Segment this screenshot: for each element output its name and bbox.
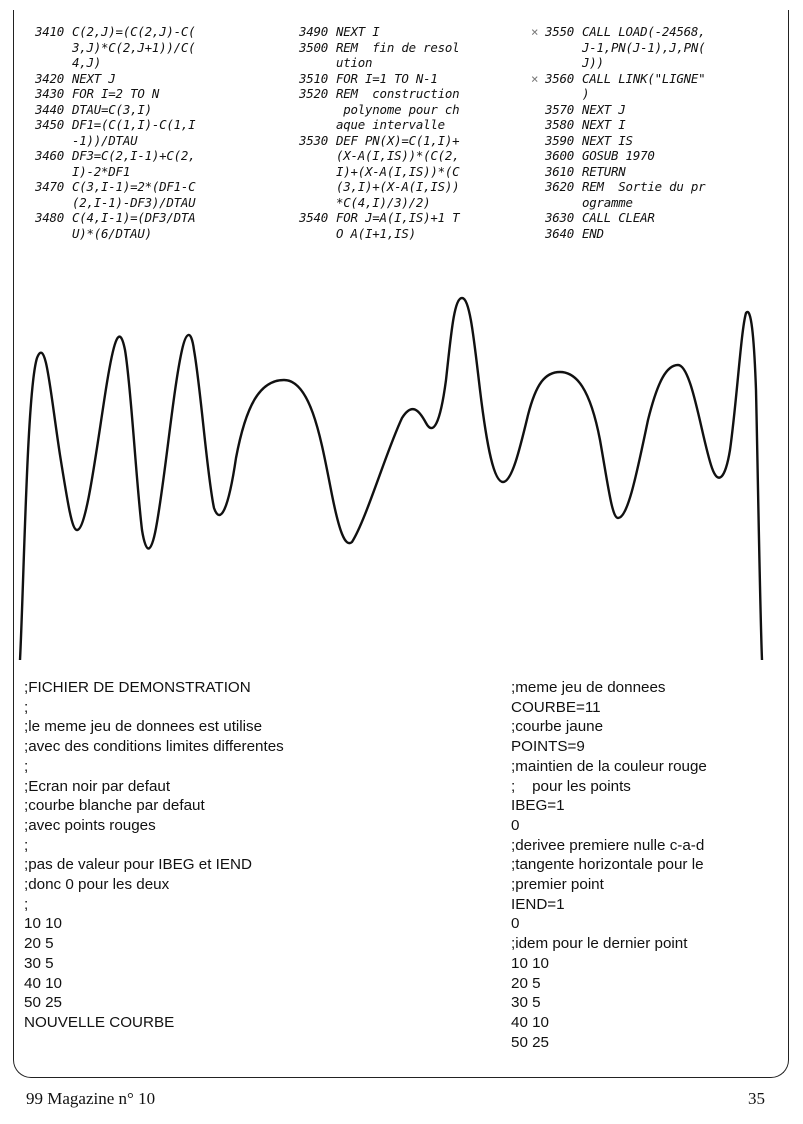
handwritten-check-mark: ×	[530, 70, 539, 86]
line-number	[284, 55, 328, 71]
listing-line: IEND=1	[511, 895, 565, 913]
listing-line: ;le meme jeu de donnees est utilise	[24, 718, 263, 736]
line-number: 3580	[544, 117, 574, 132]
code-line-continuation	[284, 55, 459, 71]
code-line-continuation	[20, 40, 195, 56]
code-line	[530, 24, 705, 40]
listing-line: 20 5	[24, 935, 54, 953]
line-number	[284, 226, 328, 242]
code-statement: J))	[582, 55, 604, 70]
listing-line: COURBE=11	[511, 698, 601, 716]
line-number	[530, 40, 574, 56]
line-number	[20, 195, 64, 211]
code-line	[530, 133, 705, 149]
line-number	[530, 55, 574, 71]
listing-line: 50 25	[511, 1033, 550, 1051]
line-number: 3480	[34, 210, 64, 225]
listing-line: ;premier point	[511, 876, 604, 894]
listing-line: 30 5	[24, 954, 54, 972]
listing-line: 20 5	[511, 974, 541, 992]
code-line	[530, 179, 705, 195]
code-statement: 4,J)	[72, 55, 102, 70]
listing-line: ;courbe jaune	[511, 718, 604, 736]
data-listing-right	[511, 678, 707, 1052]
code-line	[20, 148, 195, 164]
listing-line: ;	[24, 698, 29, 716]
line-number: 3610	[544, 163, 574, 179]
code-line	[20, 86, 195, 102]
code-line	[20, 71, 195, 87]
listing-line: ;idem pour le dernier point	[511, 935, 688, 953]
listing-line: 10 10	[24, 915, 63, 933]
listing-line: ;	[24, 757, 29, 775]
code-line	[20, 179, 195, 195]
listing-line: 10 10	[511, 954, 550, 972]
code-line	[530, 117, 705, 133]
line-number: 3530	[298, 132, 328, 148]
line-number	[530, 86, 574, 102]
line-number	[284, 195, 328, 211]
code-line	[20, 24, 195, 40]
listing-line: 40 10	[511, 1013, 550, 1031]
code-statement: CALL LOAD(-24568,	[582, 24, 706, 39]
code-statement: NEXT I	[336, 24, 380, 39]
line-number: 3420	[34, 70, 64, 86]
line-number	[530, 71, 574, 87]
listing-line: IBEG=1	[511, 797, 565, 815]
code-statement: I)-2*DF1	[72, 163, 131, 179]
listing-line: ;pas de valeur pour IBEG et IEND	[24, 856, 252, 874]
line-number-text: 3550	[544, 24, 574, 39]
line-number: 3640	[544, 225, 574, 241]
code-line	[284, 86, 459, 102]
line-number: 3620	[544, 179, 574, 194]
code-line	[284, 40, 459, 56]
code-line-continuation	[20, 133, 195, 149]
code-statement: END	[582, 225, 604, 241]
line-number	[530, 195, 574, 211]
spline-curve	[20, 298, 762, 660]
line-number: 3590	[544, 132, 574, 148]
listing-line: NOUVELLE COURBE	[24, 1013, 175, 1031]
code-statement: DF3=C(2,I-1)+C(2,	[72, 148, 196, 163]
listing-line: 40 10	[24, 974, 63, 992]
line-number: 3630	[544, 210, 574, 225]
code-line-continuation	[284, 102, 459, 118]
line-number	[20, 133, 64, 149]
code-line	[20, 210, 195, 226]
code-line	[284, 210, 459, 226]
code-line-continuation	[530, 195, 705, 211]
line-number: 3460	[34, 148, 64, 163]
code-statement: GOSUB 1970	[582, 148, 655, 163]
code-statement: NEXT J	[72, 70, 116, 86]
line-number	[20, 40, 64, 56]
code-statement: 3,J)*C(2,J+1))/C(	[72, 39, 196, 55]
line-number	[284, 179, 328, 195]
code-line	[284, 24, 459, 40]
code-statement: NEXT J	[582, 101, 626, 117]
line-number: 3470	[34, 179, 64, 194]
code-statement: ution	[336, 55, 373, 70]
code-line	[530, 226, 705, 242]
line-number: 3520	[298, 86, 328, 101]
code-line-continuation	[284, 148, 459, 164]
code-line	[284, 71, 459, 87]
line-number: 3540	[298, 210, 328, 225]
footer-magazine-title: 99 Magazine n° 10	[26, 1089, 156, 1108]
code-statement: (X-A(I,IS))*(C(2,	[336, 148, 460, 163]
basic-code-column-1	[20, 24, 195, 241]
line-number: 3490	[298, 24, 328, 39]
code-statement: RETURN	[582, 163, 626, 179]
listing-line: 30 5	[511, 994, 541, 1012]
line-number	[20, 164, 64, 180]
code-statement: FOR J=A(I,IS)+1 T	[336, 210, 460, 225]
code-statement: U)*(6/DTAU)	[72, 225, 152, 241]
line-number-text: 3560	[544, 70, 574, 86]
code-statement: FOR I=1 TO N-1	[336, 70, 438, 86]
code-statement: FOR I=2 TO N	[72, 86, 160, 101]
listing-line: POINTS=9	[511, 738, 585, 756]
listing-line: ;	[24, 895, 29, 913]
line-number	[20, 226, 64, 242]
listing-line: ;avec points rouges	[24, 816, 156, 834]
listing-line: ;avec des conditions limites differentes	[24, 738, 284, 756]
code-statement: C(2,J)=(C(2,J)-C(	[72, 24, 196, 39]
code-line	[20, 102, 195, 118]
line-number	[530, 24, 574, 40]
code-statement: *C(4,I)/3)/2)	[336, 194, 431, 210]
code-statement: polynome pour ch	[336, 101, 460, 117]
code-line-continuation	[284, 117, 459, 133]
code-statement: C(3,I-1)=2*(DF1-C	[72, 179, 196, 194]
line-number	[284, 164, 328, 180]
code-line	[530, 210, 705, 226]
line-number	[284, 148, 328, 164]
listing-line: ;donc 0 pour les deux	[24, 876, 170, 894]
line-number: 3570	[544, 101, 574, 117]
code-line	[530, 148, 705, 164]
code-statement: (3,I)+(X-A(I,IS))	[336, 179, 460, 194]
line-number: 3440	[34, 101, 64, 117]
code-statement: -1))/DTAU	[72, 132, 138, 148]
code-line-continuation	[530, 86, 705, 102]
code-line	[530, 164, 705, 180]
code-statement: DF1=(C(1,I)-C(1,I	[72, 117, 196, 132]
code-statement: C(4,I-1)=(DF3/DTA	[72, 210, 196, 225]
code-line-continuation	[284, 226, 459, 242]
line-number	[284, 117, 328, 133]
line-number: 3510	[298, 70, 328, 86]
code-statement: REM Sortie du pr	[582, 179, 706, 194]
code-line-continuation	[284, 179, 459, 195]
code-statement: ogramme	[582, 194, 633, 210]
line-number: 3430	[34, 86, 64, 101]
code-statement: CALL CLEAR	[582, 210, 655, 225]
listing-line: ;FICHIER DE DEMONSTRATION	[24, 679, 251, 696]
code-line-continuation	[530, 55, 705, 71]
listing-line: 50 25	[24, 994, 63, 1012]
code-statement: (2,I-1)-DF3)/DTAU	[72, 194, 196, 210]
code-statement: I)+(X-A(I,IS))*(C	[336, 163, 460, 179]
basic-code-column-2	[284, 24, 459, 241]
line-number: 3450	[34, 117, 64, 132]
code-line-continuation	[20, 226, 195, 242]
basic-code-column-3	[530, 24, 705, 241]
listing-line: 0	[511, 915, 520, 933]
spline-curve-figure	[0, 280, 803, 660]
code-line	[20, 117, 195, 133]
listing-line: ;courbe blanche par defaut	[24, 797, 205, 815]
listing-line: ; pour les points	[511, 777, 631, 795]
data-listing-left	[24, 678, 284, 1033]
code-line-continuation	[284, 195, 459, 211]
code-statement: REM construction	[336, 86, 460, 101]
listing-line: ;tangente horizontale pour le	[511, 856, 704, 874]
code-statement: aque intervalle	[336, 117, 445, 132]
code-statement: O A(I+1,IS)	[336, 225, 416, 241]
line-number: 3500	[298, 39, 328, 55]
code-line	[530, 71, 705, 87]
code-statement: REM fin de resol	[336, 39, 460, 55]
footer-page-number: 35	[748, 1089, 765, 1108]
listing-line: ;maintien de la couleur rouge	[511, 757, 707, 775]
line-number	[20, 55, 64, 71]
code-line-continuation	[20, 195, 195, 211]
code-line-continuation	[20, 164, 195, 180]
code-statement: CALL LINK("LIGNE"	[582, 70, 706, 86]
listing-line: ;	[24, 836, 29, 854]
code-line-continuation	[530, 40, 705, 56]
line-number: 3410	[34, 24, 64, 39]
code-line	[530, 102, 705, 118]
code-statement: DTAU=C(3,I)	[72, 101, 152, 117]
listing-line: ;Ecran noir par defaut	[24, 777, 171, 795]
line-number: 3600	[544, 148, 574, 163]
code-line-continuation	[284, 164, 459, 180]
code-statement: NEXT IS	[582, 132, 633, 148]
code-statement: NEXT I	[582, 117, 626, 132]
handwritten-check-mark: ×	[530, 24, 539, 39]
code-statement: )	[582, 86, 590, 101]
code-statement: J-1,PN(J-1),J,PN(	[582, 39, 706, 55]
listing-line: 0	[511, 816, 520, 834]
code-statement: DEF PN(X)=C(1,I)+	[336, 132, 460, 148]
line-number	[284, 102, 328, 118]
code-line-continuation	[20, 55, 195, 71]
code-line	[284, 133, 459, 149]
listing-line: ;derivee premiere nulle c-a-d	[511, 836, 705, 854]
listing-line: ;meme jeu de donnees	[511, 679, 666, 696]
